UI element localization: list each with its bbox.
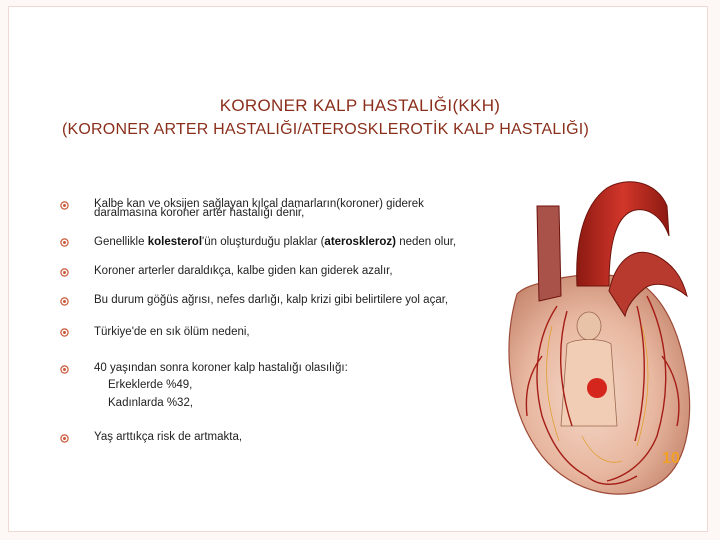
keyword-ateroskleroz: ateroskleroz) [324,236,397,248]
bullet-text-2-post: neden olur, [396,236,457,248]
bullet-text-2-mid: 'ün oluşturduğu plaklar ( [202,236,325,248]
risk-women: Kadınlarda %32, [108,397,194,409]
bullet-icon [60,434,69,443]
bullet-icon [60,328,69,337]
bullet-text-6: 40 yaşından sonra koroner kalp hastalığı olasılığı: [94,362,348,374]
bullet-text-1b: daralmasına koroner arter hastalığı denir, [94,207,305,219]
bullet-text-2-pre: Genellikle [94,236,148,248]
bullet-text-1a: Kalbe kan ve oksijen sağlayan kılcal damarların(koroner) giderek [94,198,424,210]
bullet-text-4: Bu durum göğüs ağrısı, nefes darlığı, kalp krizi gibi belirtilere yol açar, [94,294,449,306]
page-number: 10 [662,450,680,467]
bullet-text-3: Koroner arterler daraldıkça, kalbe giden kan giderek azalır, [94,265,393,277]
bullet-icon [60,201,69,210]
slide-title: KORONER KALP HASTALIĞI(KKH) [219,96,501,115]
risk-men: Erkeklerde %49, [108,379,193,391]
bullet-text-7: Yaş arttıkça risk de artmakta, [94,431,243,443]
bullet-icon [60,365,69,374]
bullet-icon [60,268,69,277]
bullet-icon [60,297,69,306]
slide-subtitle: (KORONER ARTER HASTALIĞI/ATEROSKLEROTİK KALP HASTALIĞI) [62,121,589,138]
keyword-kolesterol: kolesterol [147,236,203,248]
bullet-text-2 [94,236,456,248]
bullet-icon [60,238,69,247]
bullet-text-5: Türkiye'de en sık ölüm nedeni, [94,326,250,338]
